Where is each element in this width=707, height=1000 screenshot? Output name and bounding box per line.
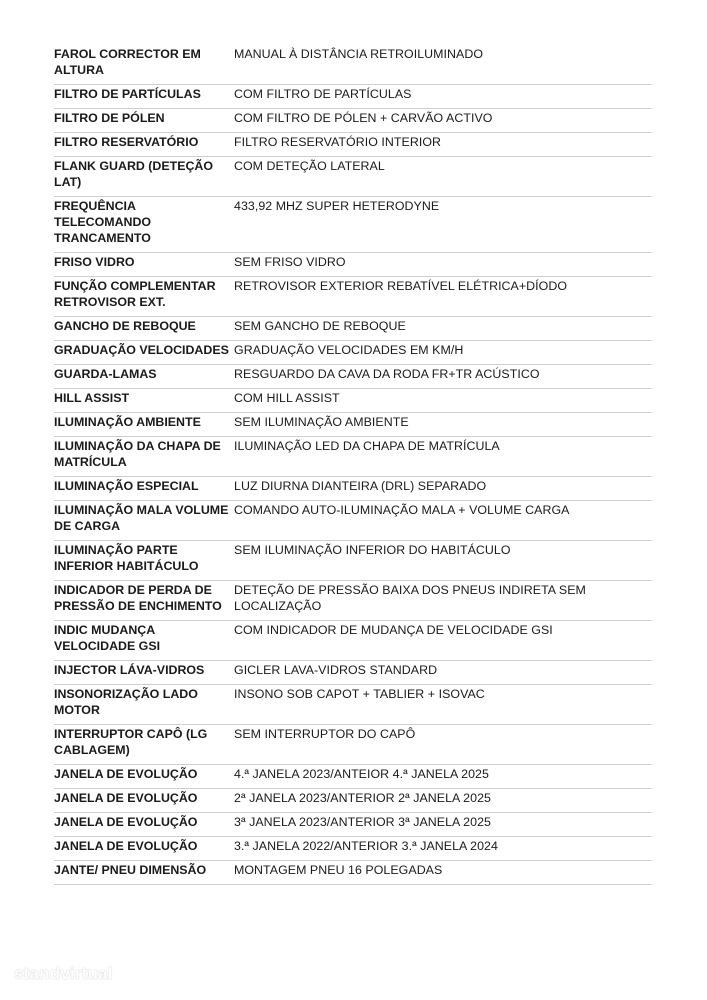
spec-value-cell	[234, 861, 652, 885]
spec-value: 2ª JANELA 2023/ANTERIOR 2ª JANELA 2025	[234, 791, 491, 805]
spec-label: FILTRO DE PARTÍCULAS	[54, 87, 201, 101]
spec-row	[54, 46, 652, 85]
spec-row	[54, 621, 652, 661]
spec-label-cell	[54, 389, 234, 413]
spec-value-cell	[234, 157, 652, 197]
spec-value-cell	[234, 365, 652, 389]
spec-label: JANELA DE EVOLUÇÃO	[54, 839, 198, 853]
spec-label-cell	[54, 685, 234, 725]
spec-row	[54, 109, 652, 133]
spec-label: FRISO VIDRO	[54, 255, 135, 269]
spec-value: RESGUARDO DA CAVA DA RODA FR+TR ACÚSTICO	[234, 367, 540, 381]
spec-table-body	[54, 46, 652, 885]
spec-label: ILUMINAÇÃO AMBIENTE	[54, 415, 201, 429]
spec-label: FILTRO RESERVATÓRIO	[54, 135, 199, 149]
spec-label: GUARDA-LAMAS	[54, 367, 157, 381]
spec-value-cell	[234, 413, 652, 437]
spec-row	[54, 253, 652, 277]
spec-value-cell	[234, 813, 652, 837]
spec-row	[54, 789, 652, 813]
spec-value: COM DETEÇÃO LATERAL	[234, 159, 385, 173]
spec-label: INJECTOR LÁVA-VIDROS	[54, 663, 205, 677]
spec-row	[54, 501, 652, 541]
spec-value-cell	[234, 541, 652, 581]
spec-value-cell	[234, 621, 652, 661]
spec-label: INSONORIZAÇÃO LADO MOTOR	[54, 687, 198, 717]
spec-row	[54, 541, 652, 581]
spec-value-cell	[234, 661, 652, 685]
spec-value-cell	[234, 765, 652, 789]
standvirtual-watermark-logo: standvirtual	[14, 964, 113, 983]
spec-label-cell	[54, 789, 234, 813]
spec-label: FUNÇÃO COMPLEMENTAR RETROVISOR EXT.	[54, 279, 216, 309]
spec-row	[54, 725, 652, 765]
spec-value: COMANDO AUTO-ILUMINAÇÃO MALA + VOLUME CARGA	[234, 503, 570, 517]
spec-label-cell	[54, 46, 234, 85]
spec-label-cell	[54, 277, 234, 317]
spec-value-cell	[234, 133, 652, 157]
spec-row	[54, 765, 652, 789]
spec-label-cell	[54, 861, 234, 885]
spec-label: GANCHO DE REBOQUE	[54, 319, 196, 333]
spec-value-cell	[234, 685, 652, 725]
spec-label-cell	[54, 413, 234, 437]
spec-label: ILUMINAÇÃO ESPECIAL	[54, 479, 199, 493]
spec-value: GICLER LAVA-VIDROS STANDARD	[234, 663, 438, 677]
spec-label: GRADUAÇÃO VELOCIDADES	[54, 343, 229, 357]
spec-row	[54, 197, 652, 253]
spec-label-cell	[54, 725, 234, 765]
spec-row	[54, 413, 652, 437]
spec-label-cell	[54, 157, 234, 197]
spec-row	[54, 365, 652, 389]
spec-row	[54, 317, 652, 341]
spec-label: ILUMINAÇÃO PARTE INFERIOR HABITÁCULO	[54, 543, 199, 573]
spec-value: SEM ILUMINAÇÃO INFERIOR DO HABITÁCULO	[234, 543, 511, 557]
spec-label-cell	[54, 197, 234, 253]
spec-value: 3ª JANELA 2023/ANTERIOR 3ª JANELA 2025	[234, 815, 491, 829]
spec-label-cell	[54, 661, 234, 685]
spec-value-cell	[234, 253, 652, 277]
spec-label: FILTRO DE PÓLEN	[54, 111, 165, 125]
spec-label-cell	[54, 501, 234, 541]
spec-label: FREQUÊNCIA TELECOMANDO TRANCAMENTO	[54, 199, 152, 245]
spec-row	[54, 661, 652, 685]
spec-label: JANELA DE EVOLUÇÃO	[54, 791, 198, 805]
spec-value: GRADUAÇÃO VELOCIDADES EM KM/H	[234, 343, 464, 357]
spec-label-cell	[54, 365, 234, 389]
spec-value: SEM INTERRUPTOR DO CAPÔ	[234, 727, 416, 741]
spec-label-cell	[54, 813, 234, 837]
spec-row	[54, 133, 652, 157]
spec-label-cell	[54, 837, 234, 861]
spec-value-cell	[234, 437, 652, 477]
spec-row	[54, 437, 652, 477]
spec-label-cell	[54, 541, 234, 581]
spec-value: COM INDICADOR DE MUDANÇA DE VELOCIDADE GSI	[234, 623, 553, 637]
spec-row	[54, 389, 652, 413]
spec-value-cell	[234, 837, 652, 861]
spec-row	[54, 813, 652, 837]
spec-value: 4.ª JANELA 2023/ANTEIOR 4.ª JANELA 2025	[234, 767, 489, 781]
spec-value: DETEÇÃO DE PRESSÃO BAIXA DOS PNEUS INDIRETA SEM LOCALIZAÇÃO	[234, 583, 586, 613]
spec-row	[54, 477, 652, 501]
spec-value-cell	[234, 109, 652, 133]
spec-value: COM HILL ASSIST	[234, 391, 340, 405]
spec-label: FLANK GUARD (DETEÇÃO LAT)	[54, 159, 214, 189]
spec-value-cell	[234, 725, 652, 765]
spec-label: INDICADOR DE PERDA DE PRESSÃO DE ENCHIMENTO	[54, 583, 222, 613]
spec-label-cell	[54, 477, 234, 501]
spec-label: JANELA DE EVOLUÇÃO	[54, 815, 198, 829]
spec-value-cell	[234, 46, 652, 85]
spec-label-cell	[54, 621, 234, 661]
spec-value-cell	[234, 789, 652, 813]
spec-value-cell	[234, 197, 652, 253]
spec-label: ILUMINAÇÃO DA CHAPA DE MATRÍCULA	[54, 439, 221, 469]
spec-label-cell	[54, 133, 234, 157]
spec-value: INSONO SOB CAPOT + TABLIER + ISOVAC	[234, 687, 485, 701]
spec-value: LUZ DIURNA DIANTEIRA (DRL) SEPARADO	[234, 479, 487, 493]
spec-label-cell	[54, 581, 234, 621]
spec-row	[54, 685, 652, 725]
spec-value: COM FILTRO DE PÓLEN + CARVÃO ACTIVO	[234, 111, 493, 125]
spec-label-cell	[54, 765, 234, 789]
spec-value-cell	[234, 501, 652, 541]
spec-value: SEM FRISO VIDRO	[234, 255, 346, 269]
spec-value-cell	[234, 341, 652, 365]
spec-label-cell	[54, 341, 234, 365]
spec-label: INDIC MUDANÇA VELOCIDADE GSI	[54, 623, 161, 653]
spec-value: 433,92 MHZ SUPER HETERODYNE	[234, 199, 440, 213]
spec-value: FILTRO RESERVATÓRIO INTERIOR	[234, 135, 442, 149]
spec-label-cell	[54, 109, 234, 133]
spec-row	[54, 861, 652, 885]
spec-value-cell	[234, 85, 652, 109]
spec-label-cell	[54, 317, 234, 341]
spec-value-cell	[234, 277, 652, 317]
spec-label-cell	[54, 253, 234, 277]
spec-value-cell	[234, 317, 652, 341]
spec-row	[54, 341, 652, 365]
spec-value: SEM ILUMINAÇÃO AMBIENTE	[234, 415, 409, 429]
spec-label: JANTE/ PNEU DIMENSÃO	[54, 863, 207, 877]
spec-label: INTERRUPTOR CAPÔ (LG CABLAGEM)	[54, 727, 208, 757]
spec-label: FAROL CORRECTOR EM ALTURA	[54, 47, 201, 77]
spec-value: SEM GANCHO DE REBOQUE	[234, 319, 406, 333]
spec-row	[54, 157, 652, 197]
spec-row	[54, 85, 652, 109]
spec-value-cell	[234, 389, 652, 413]
spec-row	[54, 837, 652, 861]
spec-value-cell	[234, 581, 652, 621]
spec-value: MONTAGEM PNEU 16 POLEGADAS	[234, 863, 443, 877]
spec-row	[54, 277, 652, 317]
spec-value: COM FILTRO DE PARTÍCULAS	[234, 87, 412, 101]
spec-value: MANUAL À DISTÂNCIA RETROILUMINADO	[234, 47, 484, 61]
spec-value-cell	[234, 477, 652, 501]
spec-label-cell	[54, 85, 234, 109]
spec-row	[54, 581, 652, 621]
spec-label: ILUMINAÇÃO MALA VOLUME DE CARGA	[54, 503, 229, 533]
spec-value: 3.ª JANELA 2022/ANTERIOR 3.ª JANELA 2024	[234, 839, 498, 853]
spec-label-cell	[54, 437, 234, 477]
spec-value: RETROVISOR EXTERIOR REBATÍVEL ELÉTRICA+DÍODO	[234, 279, 568, 293]
spec-label: JANELA DE EVOLUÇÃO	[54, 767, 198, 781]
spec-label: HILL ASSIST	[54, 391, 130, 405]
spec-table	[54, 46, 652, 885]
spec-value: ILUMINAÇÃO LED DA CHAPA DE MATRÍCULA	[234, 439, 500, 453]
